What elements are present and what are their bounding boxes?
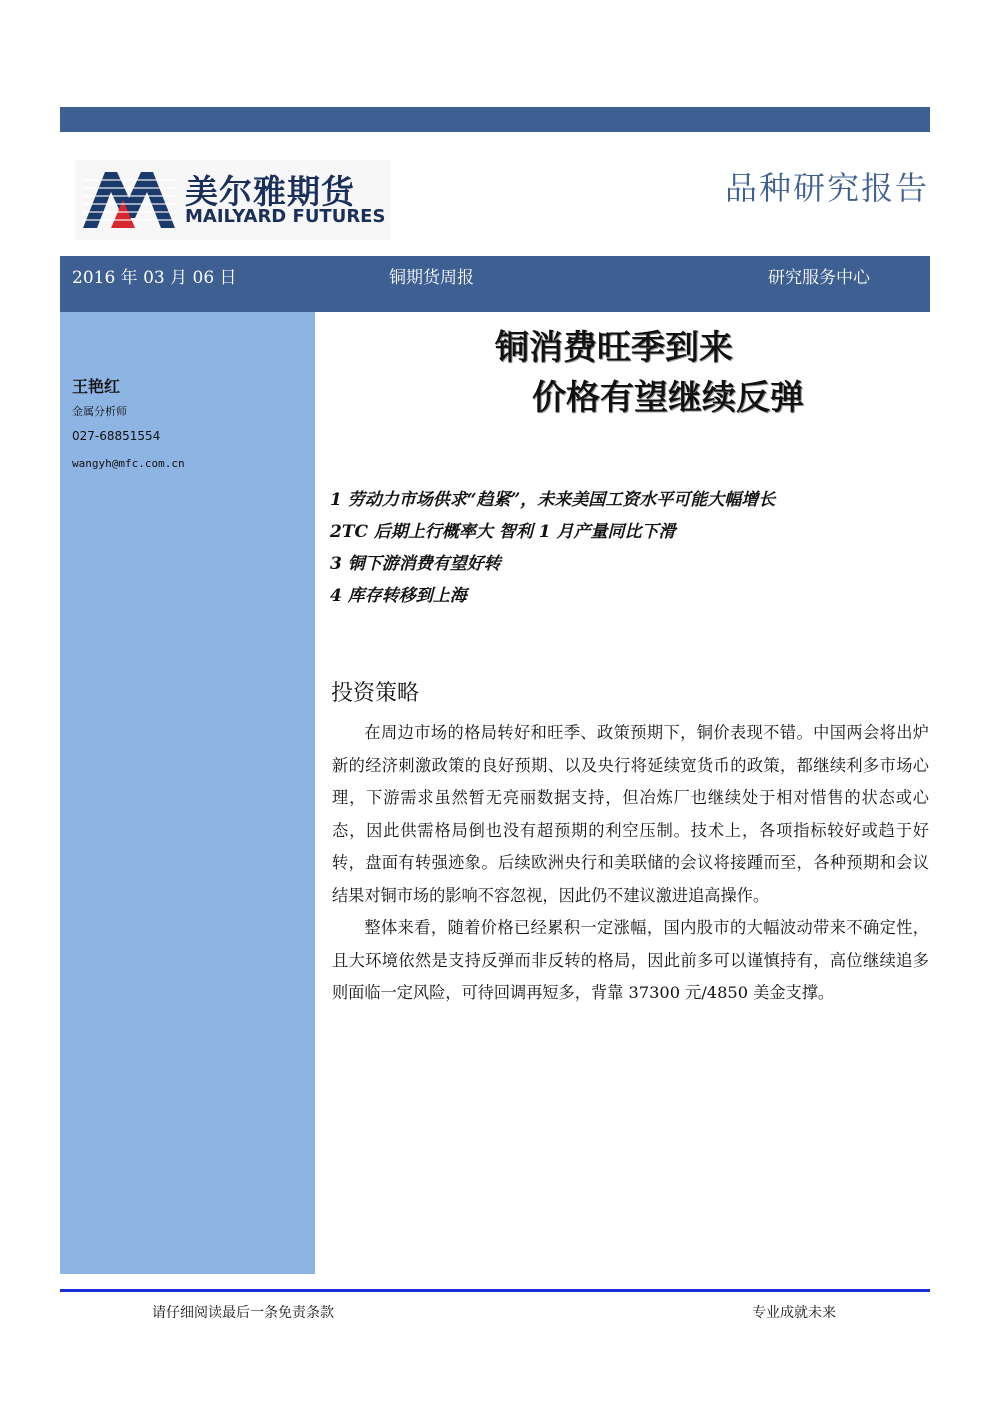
footer-slogan: 专业成就未来 bbox=[752, 1305, 836, 1321]
report-type-title: 品种研究报告 bbox=[724, 169, 929, 207]
strategy-paragraph: 整体来看，随着价格已经累积一定涨幅，国内股市的大幅波动带来不确定性，且大环境依然是支持反弹而非反转的格局，因此前多可以谨慎持有，高位继续追多则面临一定风险，可待回调再短多，背靠 37300 元/4850 美金支撑。 bbox=[332, 918, 929, 1002]
headline-line-2: 价格有望继续反弹 bbox=[532, 378, 804, 418]
footer-divider bbox=[60, 1289, 930, 1292]
author-email: wangyh@mfc.com.cn bbox=[72, 457, 185, 470]
logo-mark-icon bbox=[83, 168, 175, 230]
author-title: 金属分析师 bbox=[72, 405, 127, 418]
author-name: 王艳红 bbox=[72, 377, 121, 396]
author-phone: 027-68851554 bbox=[72, 429, 161, 443]
logo-english-name: MAILYARD FUTURES bbox=[185, 206, 386, 227]
report-name: 铜期货周报 bbox=[389, 268, 474, 288]
strategy-section-title: 投资策略 bbox=[331, 681, 420, 706]
department-name: 研究服务中心 bbox=[768, 268, 870, 288]
key-point-item: 1 劳动力市场供求“趋紧”，未来美国工资水平可能大幅增长 bbox=[330, 490, 776, 510]
author-sidebar bbox=[60, 312, 315, 1274]
strategy-body bbox=[332, 717, 929, 1010]
key-point-item: 2TC 后期上行概率大 智利 1 月产量同比下滑 bbox=[330, 522, 676, 542]
info-bar bbox=[60, 256, 930, 312]
top-banner-bar bbox=[60, 107, 930, 132]
key-point-item: 4 库存转移到上海 bbox=[330, 586, 467, 606]
report-date: 2016 年 03 月 06 日 bbox=[72, 268, 237, 288]
headline-line-1: 铜消费旺季到来 bbox=[495, 328, 733, 368]
company-logo bbox=[75, 160, 390, 240]
key-point-item: 3 铜下游消费有望好转 bbox=[330, 554, 501, 574]
strategy-paragraph: 在周边市场的格局转好和旺季、政策预期下，铜价表现不错。中国两会将出炉新的经济刺激政策的良好预期、以及央行将延续宽货币的政策，都继续利多市场心理，下游需求虽然暂无亮丽数据支持，但冶炼厂也继续处于相对惜售的状态或心态，因此供需格局倒也没有超预期的利空压制。技术上，各项指标较好或趋于好转，盘面有转强迹象。后续欧洲央行和美联储的会议将接踵而至，各种预期和会议结果对铜市场的影响不容忽视，因此仍不建议激进追高操作。 bbox=[332, 723, 929, 905]
footer-disclaimer-note: 请仔细阅读最后一条免责条款 bbox=[152, 1305, 334, 1321]
key-points-list bbox=[330, 485, 775, 613]
logo-chinese-name: 美尔雅期货 bbox=[185, 172, 355, 211]
